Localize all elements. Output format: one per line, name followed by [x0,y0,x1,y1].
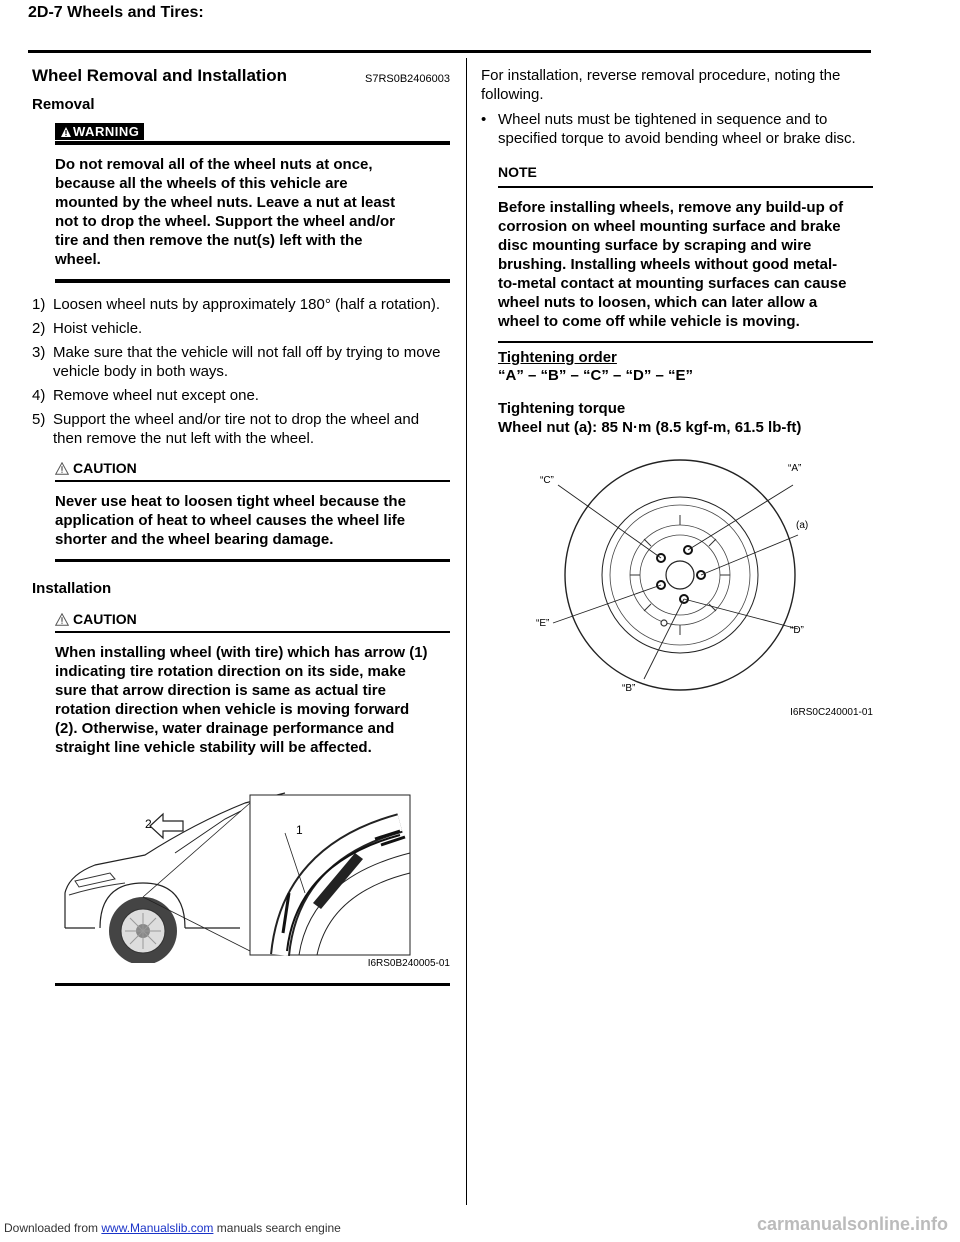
installation-subtitle: Installation [32,580,112,597]
list-item [32,319,450,338]
footer-prefix: Downloaded from [4,1221,102,1235]
label-c: “C” [540,475,554,486]
header-rule [28,50,871,53]
callout-1: 1 [296,823,303,837]
step-number: 2) [32,320,46,337]
section-code: S7RS0B2406003 [364,73,450,85]
intro-paragraph: For installation, reverse removal procedure, noting the following. [481,67,841,103]
removal-subtitle: Removal [32,96,95,113]
wheel-illustration [498,455,873,715]
label-d: “D” [790,625,804,636]
caution-text: When installing wheel (with tire) which has arrow (1) indicating tire rotation direction on its side, make sure that arrow direction is same as actual tire rotation direction when vehicle is moving forward (2). Otherwise, water drainage performance and straight line vehicle stability will be affected. [55,644,428,756]
caution-icon [55,613,69,626]
tightening-torque-value: Wheel nut (a): 85 N·m (8.5 kgf-m, 61.5 lb-ft) [498,419,802,436]
step-number: 1) [32,296,46,313]
column-divider [466,58,467,1205]
bullet-text: Wheel nuts must be tightened in sequence and to specified torque to avoid bending wheel or brake disc. [498,111,856,147]
label-nut: (a) [796,520,809,531]
caution-bottom-rule [55,559,450,562]
caution-box-installation [55,611,450,767]
step-text: Make sure that the vehicle will not fall off by trying to move vehicle body in both ways. [53,344,441,380]
step-text: Support the wheel and/or tire not to drop the wheel and then remove the nut left with the wheel. [53,411,420,447]
right-column [481,66,873,725]
section-title-text: Wheel Removal and Installation [32,66,288,85]
callout-2: 2 [145,817,152,831]
note-box [498,160,873,343]
caution-header [55,611,450,631]
footer-suffix: manuals search engine [213,1221,341,1235]
list-item [481,110,873,148]
wheel-nut-sequence-figure [498,455,873,725]
step-number: 3) [32,344,46,361]
figure-bottom-rule [55,983,450,986]
tightening-order: “A” – “B” – “C” – “D” – “E” [498,367,694,384]
section-title [32,66,450,90]
tightening-section [498,349,873,437]
step-text: Loosen wheel nuts by approximately 180° (half a rotation). [53,296,441,313]
caution-label: CAUTION [73,460,137,476]
tire-rotation-figure [55,767,450,977]
bullet-icon: • [481,111,487,128]
caution-header [55,460,450,480]
caution-label: CAUTION [73,611,137,627]
footer [4,1221,341,1235]
warning-icon [61,127,71,137]
list-item [32,386,450,405]
car-and-tire-illustration [55,783,450,963]
warning-header [55,123,450,141]
tightening-order-title: Tightening order [498,349,617,366]
manualslib-link[interactable]: www.Manualslib.com [101,1221,214,1235]
caution-box-removal [55,460,450,562]
figure-id: I6RS0B240005-01 [367,958,450,969]
tightening-torque-title: Tightening torque [498,400,626,417]
warning-label-text: WARNING [73,124,140,139]
caution-text: Never use heat to loosen tight wheel because the application of heat to wheel causes the wheel life shorter and the wheel bearing damage. [55,493,406,548]
figure-id: I6RS0C240001-01 [790,707,873,718]
note-text: Before installing wheels, remove any build-up of corrosion on wheel mounting surface and brake disc mounting surface by scraping and wire brushing. Installing wheels without good metal-to-metal contact at mounting surfaces can cause wheel nuts to loosen, which can later allow a wheel to come off while vehicle is moving. [498,199,847,330]
list-item [32,295,450,314]
step-number: 5) [32,411,46,428]
page-header: 2D-7 Wheels and Tires: [28,4,204,21]
watermark: carmanualsonline.info [756,1214,948,1234]
note-bottom-rule [498,341,873,343]
warning-text: Do not removal all of the wheel nuts at once, because all the wheels of this vehicle are mounted by the wheel nuts. Leave a nut at least not to drop the wheel. Support the wheel and/or tire and then remove the nut(s) left with the wheel. [55,156,396,268]
label-a: “A” [788,463,802,474]
list-item [32,410,450,448]
label-b: “B” [622,683,636,694]
step-text: Hoist vehicle. [53,320,143,337]
note-label: NOTE [498,164,537,180]
step-number: 4) [32,387,46,404]
left-column [32,66,450,986]
label-e: “E” [536,618,550,629]
warning-bottom-rule [55,279,450,283]
warning-label [55,123,144,140]
removal-steps [32,295,450,448]
list-item [32,343,450,381]
step-text: Remove wheel nut except one. [53,387,259,404]
caution-icon [55,462,69,475]
warning-box [55,123,450,283]
